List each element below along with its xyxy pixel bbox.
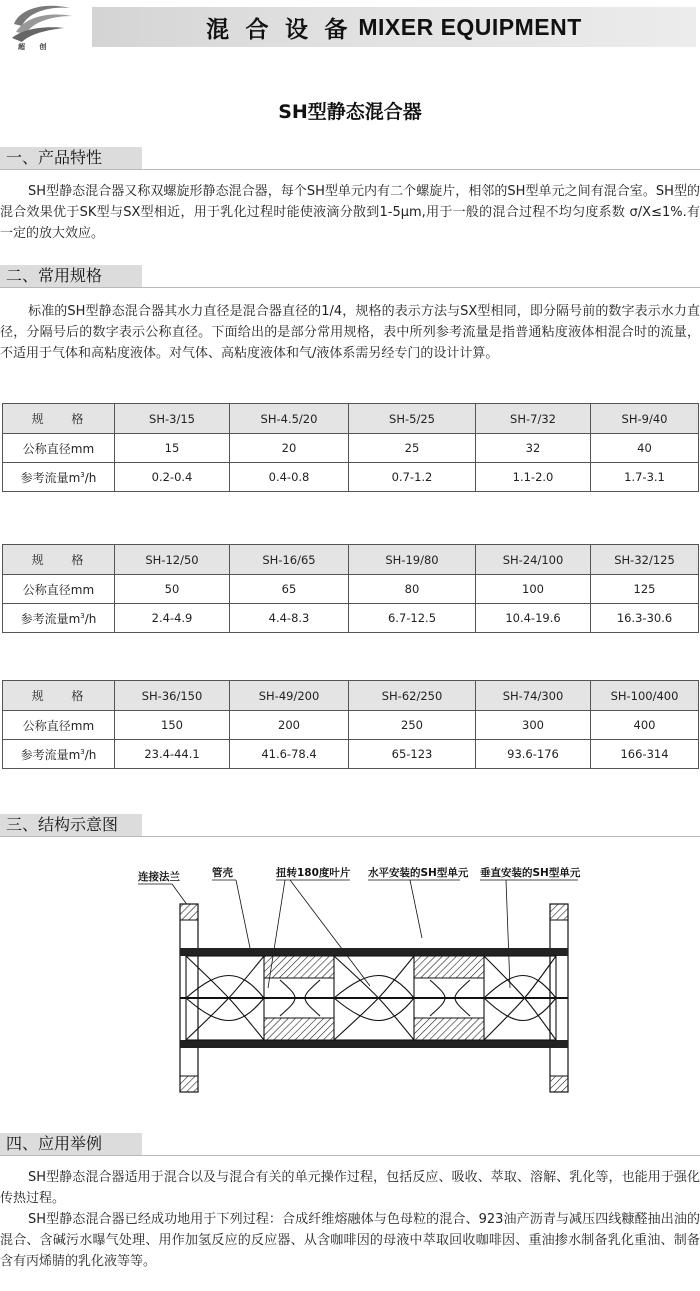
structure-diagram (130, 858, 590, 1120)
applications-text-1: SH型静态混合器适用于混合以及与混合有关的单元操作过程，包括反应、吸收、萃取、溶解、乳化等，也能用于强化传热过程。 (0, 1170, 700, 1206)
table-cell: 32 (476, 434, 591, 463)
table-cell: SH-100/400 (591, 681, 699, 711)
table-cell: 65 (230, 575, 349, 604)
table-row (3, 575, 699, 604)
table-cell: SH-9/40 (591, 404, 699, 434)
table-cell: SH-24/100 (476, 545, 591, 575)
table-cell: SH-62/250 (349, 681, 476, 711)
section-divider (0, 287, 700, 288)
section-heading-applications: 四、应用举例 (0, 1133, 142, 1155)
table-cell: 40 (591, 434, 699, 463)
table-cell: 6.7-12.5 (349, 604, 476, 633)
features-paragraph (0, 181, 700, 244)
page-header (0, 0, 700, 56)
table-cell: SH-32/125 (591, 545, 699, 575)
table-cell: 2.4-4.9 (115, 604, 230, 633)
table-cell: 250 (349, 711, 476, 740)
section-heading-features: 一、产品特性 (0, 147, 142, 169)
spec-label: 规 格 (3, 681, 115, 711)
spec-table-1 (2, 403, 699, 492)
logo-text: 超 创 (18, 43, 53, 51)
table-row (3, 434, 699, 463)
table-cell: 0.4-0.8 (230, 463, 349, 492)
table-cell: 16.3-30.6 (591, 604, 699, 633)
applications-paragraph-1 (0, 1167, 700, 1209)
table-row (3, 404, 699, 434)
table-cell: 0.7-1.2 (349, 463, 476, 492)
table-cell: 300 (476, 711, 591, 740)
table-cell: 25 (349, 434, 476, 463)
section-divider (0, 169, 700, 170)
table-cell: SH-19/80 (349, 545, 476, 575)
table-cell: 50 (115, 575, 230, 604)
table-row (3, 604, 699, 633)
table-cell: 100 (476, 575, 591, 604)
specs-text: 标准的SH型静态混合器其水力直径是混合器直径的1/4，规格的表示方法与SX型相同，即分隔号前的数字表示水力直径，分隔号后的数字表示公称直径。下面给出的是部分常用规格，表中所列参考流量是指普通粘度液体相混合时的流量，不适用于气体和高粘度液体。对气体、高粘度液体和气/液体系需另经专门的设计计算。 (0, 304, 700, 361)
label-shell: 管壳 (212, 867, 233, 879)
banner-title-en: MIXER EQUIPMENT (358, 13, 582, 40)
section-heading-specs: 二、常用规格 (0, 265, 142, 287)
spec-table-2 (2, 544, 699, 633)
section-divider (0, 836, 700, 837)
flow-label: 参考流量$m^3/h$ (3, 740, 115, 769)
table-cell: SH-74/300 (476, 681, 591, 711)
table-cell: 1.1-2.0 (476, 463, 591, 492)
spec-label: 规 格 (3, 404, 115, 434)
applications-text-2: SH型静态混合器已经成功地用于下列过程：合成纤维熔融体与色母粒的混合、923油产沥青与减压四线糠醛抽出油的混合、含碱污水曝气处理、用作加氢反应的反应器、从含咖啡因的母液中萃取回收咖啡因、重油掺水制备乳化重油、制备含有丙烯腈的乳化液等等。 (0, 1212, 700, 1269)
table-row (3, 545, 699, 575)
table-cell: 41.6-78.4 (230, 740, 349, 769)
table-row (3, 711, 699, 740)
table-cell: 150 (115, 711, 230, 740)
spec-label: 规 格 (3, 545, 115, 575)
table-cell: 20 (230, 434, 349, 463)
table-row (3, 681, 699, 711)
banner-title-zh: 混 合 设 备 (206, 15, 353, 42)
table-cell: SH-4.5/20 (230, 404, 349, 434)
table-cell: 400 (591, 711, 699, 740)
flow-label: 参考流量$m^3/h$ (3, 463, 115, 492)
table-cell: SH-36/150 (115, 681, 230, 711)
category-banner (92, 7, 696, 47)
flow-label: 参考流量$m^3/h$ (3, 604, 115, 633)
spec-table-3 (2, 680, 699, 769)
table-cell: 80 (349, 575, 476, 604)
table-cell: SH-3/15 (115, 404, 230, 434)
table-cell: 10.4-19.6 (476, 604, 591, 633)
label-vertical-unit: 垂直安装的SH型单元 (480, 867, 581, 879)
table-row (3, 740, 699, 769)
table-cell: SH-5/25 (349, 404, 476, 434)
table-cell: 166-314 (591, 740, 699, 769)
table-cell: 1.7-3.1 (591, 463, 699, 492)
label-blade: 扭转180度叶片 (276, 867, 351, 879)
section-divider (0, 1155, 700, 1156)
diameter-label: 公称直径mm (3, 575, 115, 604)
table-cell: 65-123 (349, 740, 476, 769)
table-cell: SH-7/32 (476, 404, 591, 434)
table-row (3, 463, 699, 492)
diameter-label: 公称直径mm (3, 711, 115, 740)
table-cell: 23.4-44.1 (115, 740, 230, 769)
table-cell: 93.6-176 (476, 740, 591, 769)
specs-paragraph (0, 301, 700, 364)
label-horizontal-unit: 水平安装的SH型单元 (368, 867, 469, 879)
label-flange: 连接法兰 (138, 871, 180, 883)
table-cell: 125 (591, 575, 699, 604)
page-title: SH型静态混合器 (278, 101, 422, 123)
applications-paragraph-2 (0, 1209, 700, 1272)
table-cell: 15 (115, 434, 230, 463)
section-heading-structure: 三、结构示意图 (0, 814, 142, 836)
table-cell: 4.4-8.3 (230, 604, 349, 633)
features-text: SH型静态混合器又称双螺旋形静态混合器，每个SH型单元内有二个螺旋片，相邻的SH型单元之间有混合室。SH型的混合效果优于SK型与SX型相近，用于乳化过程时能使液滴分散到1-5μm,用于一般的混合过程不均匀度系数 σ/X≤1%.有一定的放大效应。 (0, 184, 700, 241)
table-cell: 0.2-0.4 (115, 463, 230, 492)
table-cell: SH-12/50 (115, 545, 230, 575)
table-cell: 200 (230, 711, 349, 740)
diameter-label: 公称直径mm (3, 434, 115, 463)
table-cell: SH-16/65 (230, 545, 349, 575)
table-cell: SH-49/200 (230, 681, 349, 711)
